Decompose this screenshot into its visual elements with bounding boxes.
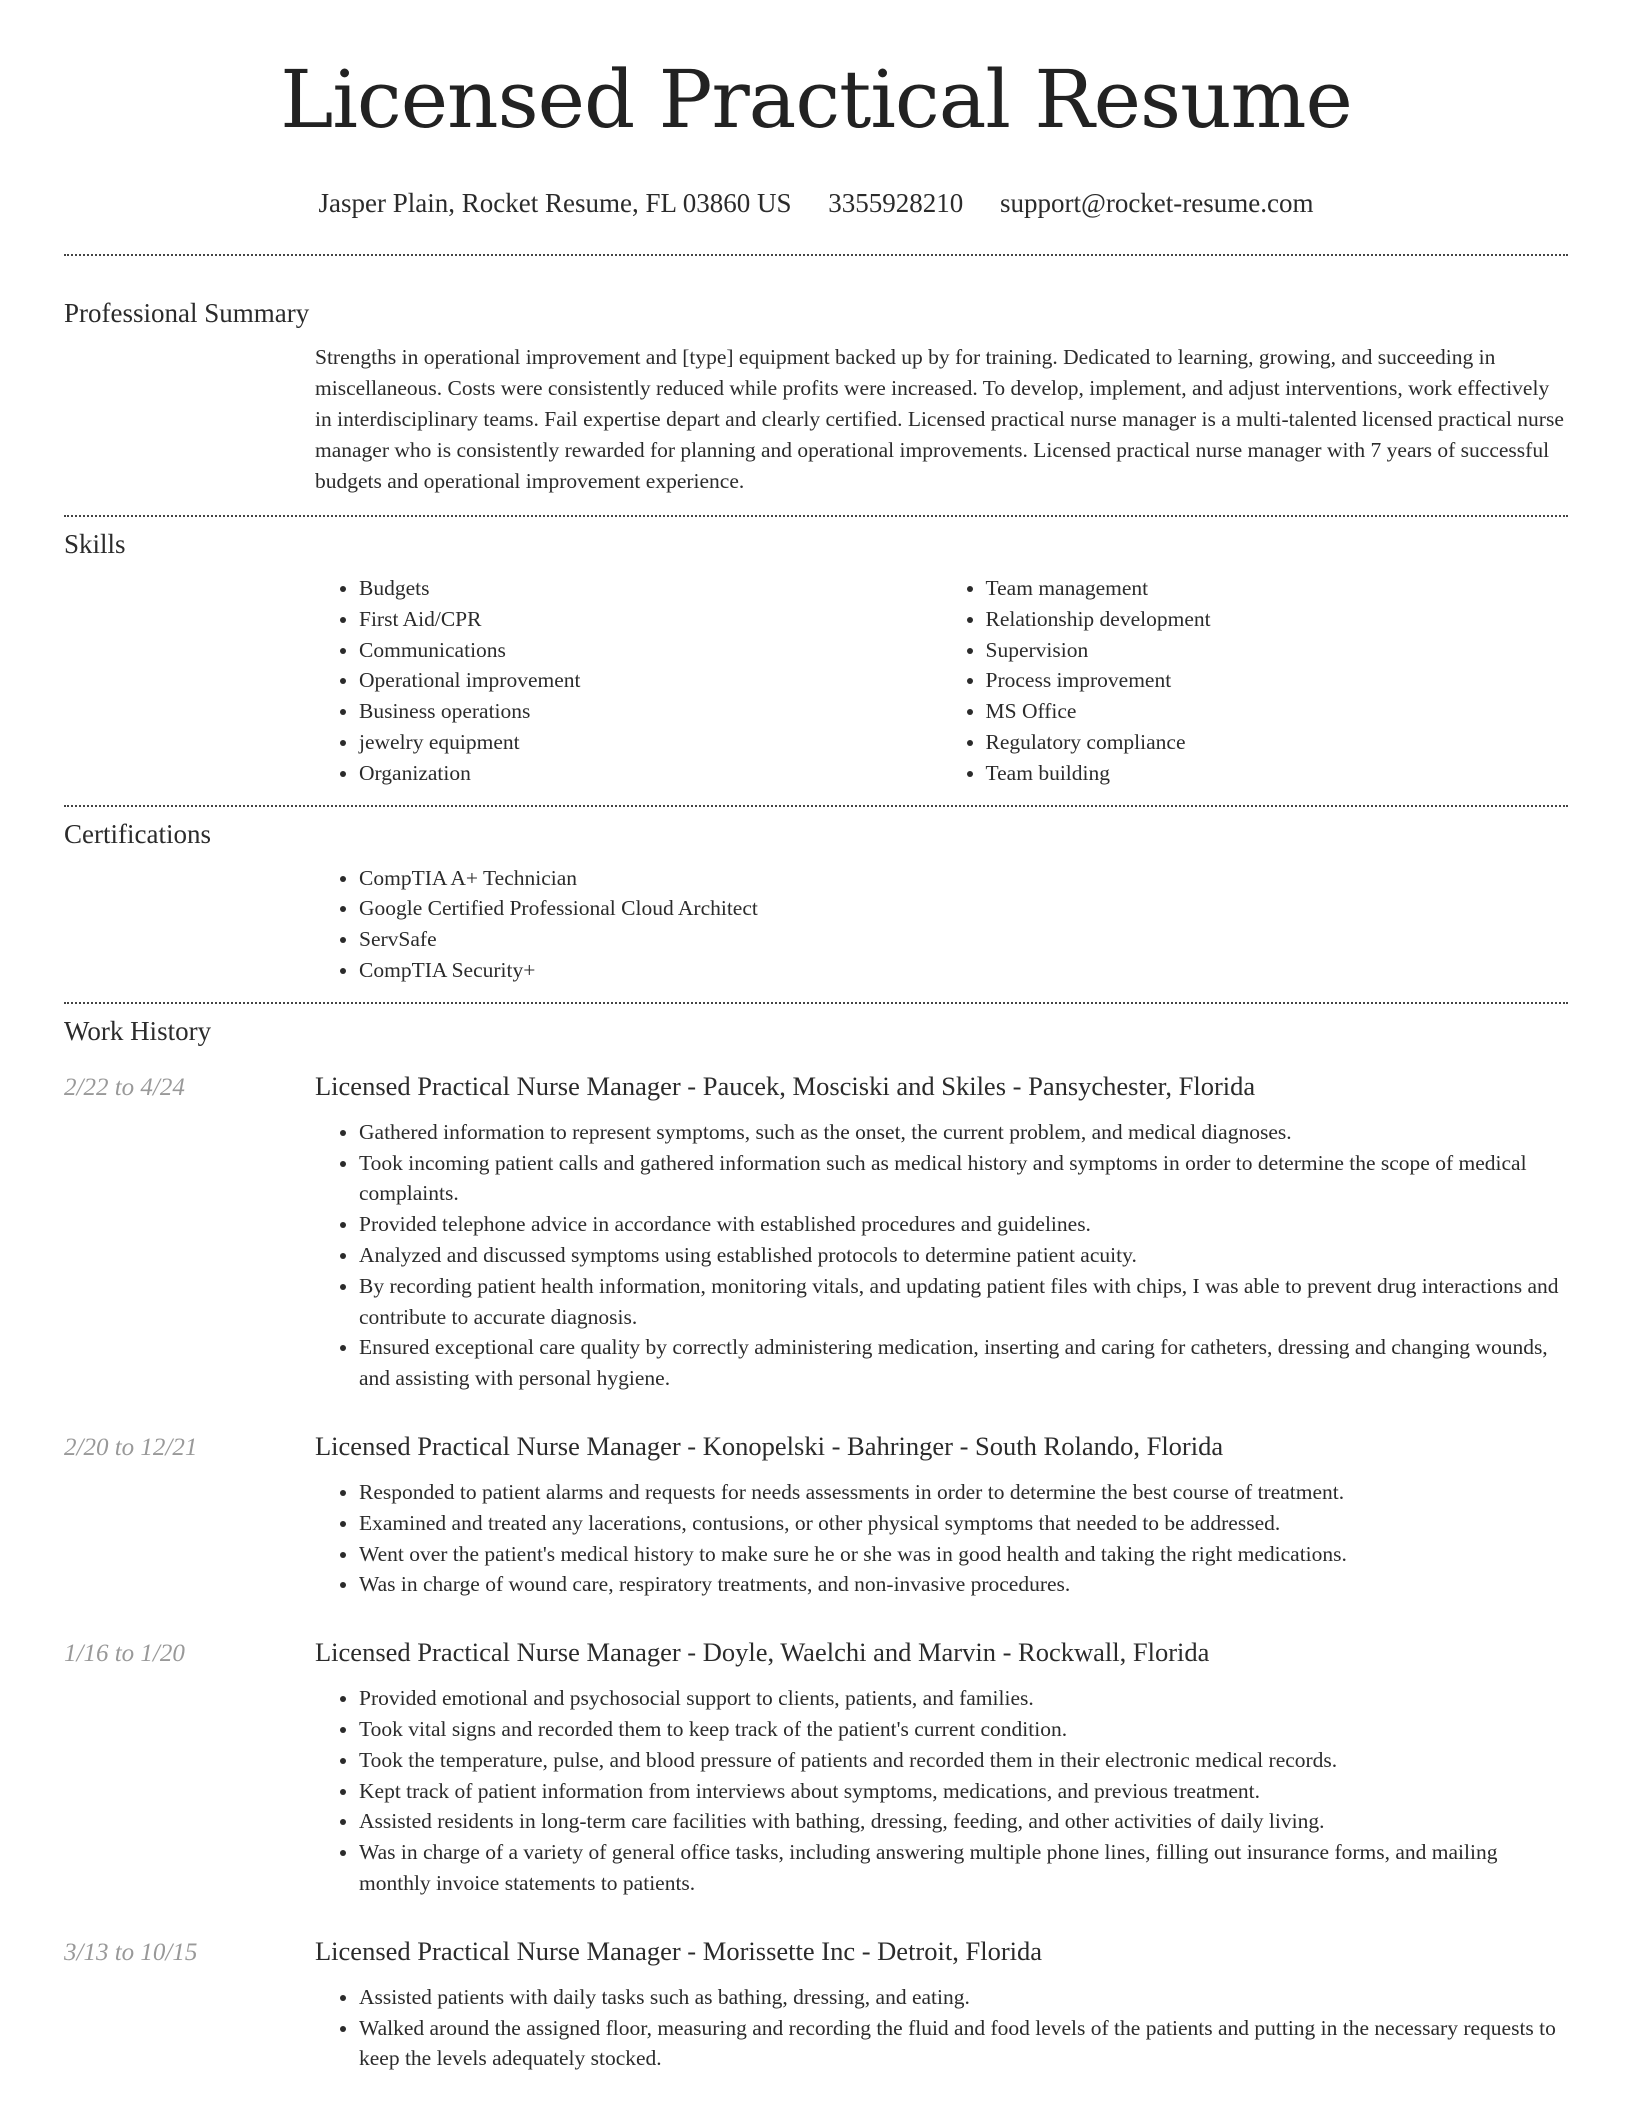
job-bullets [315,1117,1568,1394]
job-bullet: • Assisted patients with daily tasks such as bathing, dressing, and eating. [359,1982,1568,2013]
job-entry [64,1636,1568,1899]
contact-line [0,186,1632,220]
skill-item: • Organization [359,758,942,789]
work-section [64,1014,1568,2074]
job-bullet: • Was in charge of wound care, respiratory treatments, and non-invasive procedures. [359,1569,1568,1600]
contact-email: support@rocket-resume.com [999,188,1314,218]
job-bullet: • Took the temperature, pulse, and blood pressure of patients and recorded them in their electronic medical records. [359,1745,1568,1776]
resume-title: Licensed Practical Resume [280,53,1352,146]
job-title: Licensed Practical Nurse Manager - Doyle, Waelchi and Marvin - Rockwall, Florida [315,1637,1210,1668]
summary-text: Strengths in operational improvement and [type] equipment backed up by for training. Dedicated to learning, growing, and succeeding in miscellaneous. Costs were consistently reduced while profits were increased. To develop, implement, and adjust interventions, work effectively in interdisciplinary teams. Fail expertise depart and clearly certified. Licensed practical nurse manager is a multi-talented licensed practical nurse manager who is consistently rewarded for planning and operational improvements. Licensed practical nurse manager with 7 years of successful budgets and operational improvement experience. [315,345,1564,493]
divider [64,515,1568,517]
skill-item: • Regulatory compliance [986,727,1569,758]
contact-phone: 3355928210 [828,188,964,218]
skills-list-right [942,573,1569,789]
job-bullets [315,1477,1568,1600]
job-title: Licensed Practical Nurse Manager - Paucek, Mosciski and Skiles - Pansychester, Florida [315,1070,1256,1101]
skill-item: • Business operations [359,696,942,727]
job-bullet: • Responded to patient alarms and requests for needs assessments in order to determine the best course of treatment. [359,1477,1568,1508]
job-bullets [315,1982,1568,2074]
job-bullet: • Took incoming patient calls and gathered information such as medical history and symptoms in order to determine the scope of medical complaints. [359,1148,1568,1210]
certification-item: • CompTIA Security+ [359,955,1568,986]
job-entry [64,1935,1568,2074]
certification-item: • ServSafe [359,924,1568,955]
job-bullet: • Was in charge of a variety of general office tasks, including answering multiple phone lines, filling out insurance forms, and mailing monthly invoice statements to patients. [359,1837,1568,1899]
job-bullet: • Analyzed and discussed symptoms using established protocols to determine patient acuity. [359,1240,1568,1271]
skills-section [64,527,1568,789]
job-title: Licensed Practical Nurse Manager - Morissette Inc - Detroit, Florida [315,1935,1043,1966]
skills-heading: Skills [64,529,126,559]
job-dates: 1/16 to 1/20 [64,1640,185,1668]
summary-section [64,296,1568,497]
skill-item: • Supervision [986,635,1569,666]
skill-item: • Process improvement [986,665,1569,696]
job-bullet: • Went over the patient's medical history to make sure he or she was in good health and taking the right medications. [359,1539,1568,1570]
certification-item: • Google Certified Professional Cloud Architect [359,893,1568,924]
job-bullet: • By recording patient health information, monitoring vitals, and updating patient files with chips, I was able to prevent drug interactions and contribute to accurate diagnosis. [359,1271,1568,1333]
divider [64,805,1568,807]
skill-item: • jewelry equipment [359,727,942,758]
skill-item: • Operational improvement [359,665,942,696]
job-entry [64,1070,1568,1394]
job-dates: 3/13 to 10/15 [64,1938,198,1966]
job-bullet: • Ensured exceptional care quality by correctly administering medication, inserting and caring for catheters, dressing and changing wounds, and assisting with personal hygiene. [359,1332,1568,1394]
summary-heading: Professional Summary [64,298,310,328]
job-dates: 2/20 to 12/21 [64,1433,198,1461]
certification-item: • CompTIA A+ Technician [359,863,1568,894]
job-bullet: • Walked around the assigned floor, measuring and recording the fluid and food levels of the patients and putting in the necessary requests to keep the levels adequately stocked. [359,2013,1568,2075]
skills-list-left [315,573,942,789]
contact-address: Jasper Plain, Rocket Resume, FL 03860 US [318,188,792,218]
job-bullet: • Assisted residents in long-term care facilities with bathing, dressing, feeding, and other activities of daily living. [359,1806,1568,1837]
job-bullet: • Kept track of patient information from interviews about symptoms, medications, and previous treatment. [359,1776,1568,1807]
divider [64,254,1568,256]
skill-item: • First Aid/CPR [359,604,942,635]
job-dates: 2/22 to 4/24 [64,1073,185,1101]
job-bullets [315,1683,1568,1899]
work-heading: Work History [64,1015,212,1046]
job-bullet: • Examined and treated any lacerations, contusions, or other physical symptoms that needed to be addressed. [359,1508,1568,1539]
skill-item: • Team building [986,758,1569,789]
skill-item: • Communications [359,635,942,666]
job-bullet: • Provided emotional and psychosocial support to clients, patients, and families. [359,1683,1568,1714]
certifications-section [64,817,1568,986]
job-bullet: • Took vital signs and recorded them to keep track of the patient's current condition. [359,1714,1568,1745]
certifications-list [315,863,1568,986]
skill-item: • MS Office [986,696,1569,727]
skill-item: • Team management [986,573,1569,604]
divider [64,1002,1568,1004]
job-entry [64,1430,1568,1600]
job-bullet: • Provided telephone advice in accordance with established procedures and guidelines. [359,1209,1568,1240]
skill-item: • Relationship development [986,604,1569,635]
skill-item: • Budgets [359,573,942,604]
certifications-heading: Certifications [64,818,211,849]
job-bullet: • Gathered information to represent symptoms, such as the onset, the current problem, and medical diagnoses. [359,1117,1568,1148]
job-title: Licensed Practical Nurse Manager - Konopelski - Bahringer - South Rolando, Florida [315,1430,1224,1461]
